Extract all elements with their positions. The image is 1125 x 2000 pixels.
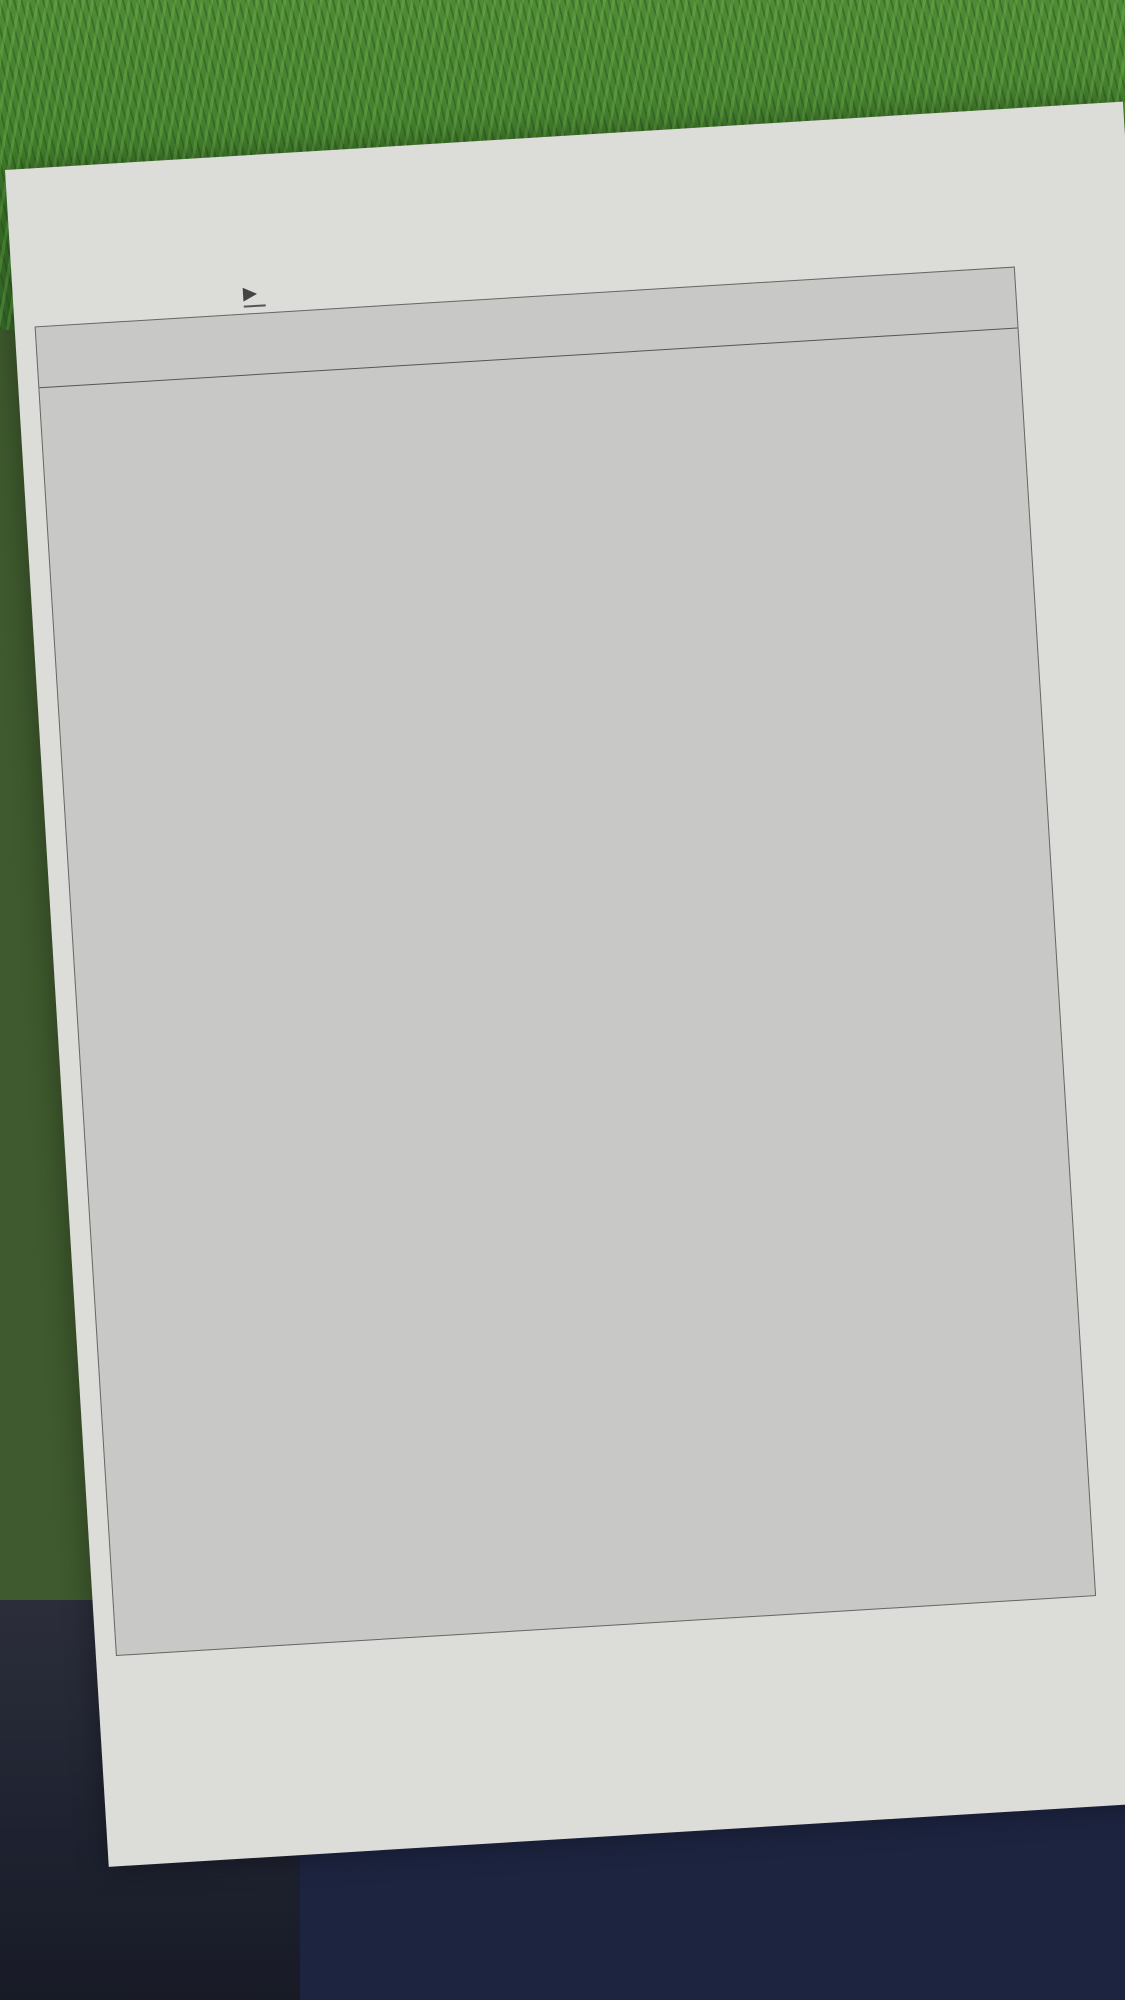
table-title <box>243 284 266 307</box>
running-header-title <box>995 208 996 225</box>
running-header <box>995 204 1010 226</box>
arrow-icon <box>243 287 258 302</box>
book-page <box>5 102 1125 1867</box>
reference-table <box>35 267 1096 1656</box>
table-title-text <box>264 284 265 301</box>
table-header-row <box>36 268 1018 389</box>
page-number <box>1009 204 1010 224</box>
